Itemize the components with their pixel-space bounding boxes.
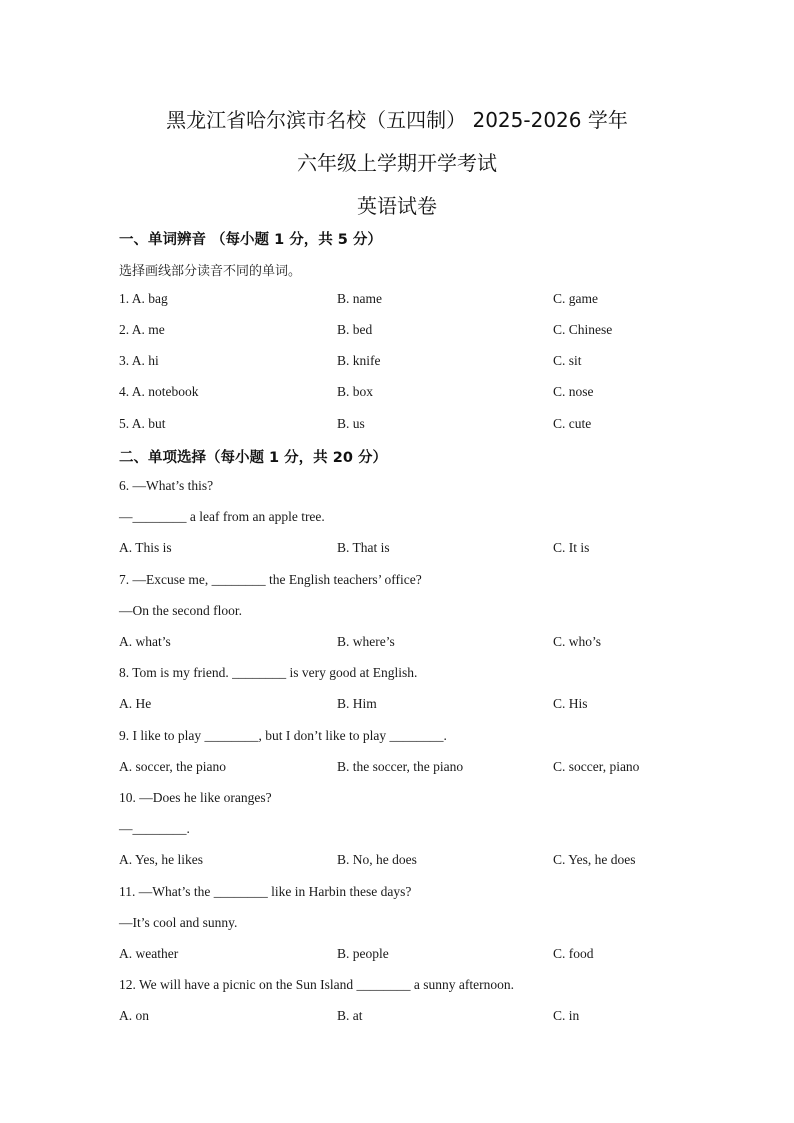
q7-option-b: B. where’s	[337, 634, 395, 649]
q7-option-c: C. who’s	[553, 634, 602, 649]
q8-stem: 8. Tom is my friend. ________ is very good at English.	[119, 665, 418, 680]
q10-option-c: C. Yes, he does	[553, 852, 636, 867]
q4-option-a: 4. A. notebook	[119, 384, 199, 399]
q2-option-b: B. bed	[337, 322, 373, 337]
q10-option-a: A. Yes, he likes	[119, 852, 204, 867]
q9-option-b: B. the soccer, the piano	[337, 759, 464, 774]
q3-option-c: C. sit	[553, 353, 582, 368]
q9-option-a: A. soccer, the piano	[119, 759, 227, 774]
q4-option-b: B. box	[337, 384, 374, 399]
q5-option-c: C. cute	[553, 416, 592, 431]
q11-stem: 11. —What’s the ________ like in Harbin these days?	[119, 884, 412, 899]
q9-stem: 9. I like to play ________, but I don’t like to play ________.	[119, 728, 447, 743]
q4-option-c: C. nose	[553, 384, 594, 399]
q7-stem: 7. —Excuse me, ________ the English teachers’ office?	[119, 572, 422, 587]
q6-option-a: A. This is	[119, 540, 172, 555]
q12-option-a: A. on	[119, 1008, 149, 1023]
section1-heading: 一、单词辨音 （每小题 1 分，共 5 分）	[119, 232, 382, 248]
q7-option-a: A. what’s	[119, 634, 171, 649]
q10-stem: 10. —Does he like oranges?	[119, 790, 272, 805]
q3-option-b: B. knife	[337, 353, 381, 368]
q11-response: —It’s cool and sunny.	[119, 915, 238, 930]
q6-response: —________ a leaf from an apple tree.	[119, 509, 325, 524]
q8-option-a: A. He	[119, 696, 152, 711]
section2-heading: 二、单项选择（每小题 1 分，共 20 分）	[119, 450, 387, 466]
q7-response: —On the second floor.	[119, 603, 242, 618]
q12-option-c: C. in	[553, 1008, 580, 1023]
q12-stem: 12. We will have a picnic on the Sun Island ________ a sunny afternoon.	[119, 977, 514, 992]
q11-option-a: A. weather	[119, 946, 179, 961]
q11-option-b: B. people	[337, 946, 389, 961]
q5-option-a: 5. A. but	[119, 416, 166, 431]
q2-option-c: C. Chinese	[553, 322, 613, 337]
q9-option-c: C. soccer, piano	[553, 759, 640, 774]
q2-option-a: 2. A. me	[119, 322, 165, 337]
exam-title-line3: 英语试卷	[357, 194, 437, 218]
q6-option-b: B. That is	[337, 540, 390, 555]
q11-option-c: C. food	[553, 946, 594, 961]
q5-option-b: B. us	[337, 416, 365, 431]
q6-stem: 6. —What’s this?	[119, 478, 214, 493]
section1-instruction: 选择画线部分读音不同的单词。	[119, 264, 302, 279]
q10-option-b: B. No, he does	[337, 852, 417, 867]
exam-title-line2: 六年级上学期开学考试	[297, 151, 497, 175]
q12-option-b: B. at	[337, 1008, 363, 1023]
q1-option-a: 1. A. bag	[119, 291, 168, 306]
q10-response: —________.	[119, 821, 190, 836]
q8-option-b: B. Him	[337, 696, 377, 711]
q1-option-b: B. name	[337, 291, 382, 306]
q8-option-c: C. His	[553, 696, 588, 711]
q1-option-c: C. game	[553, 291, 598, 306]
q6-option-c: C. It is	[553, 540, 590, 555]
q3-option-a: 3. A. hi	[119, 353, 159, 368]
exam-title-line1: 黑龙江省哈尔滨市名校（五四制） 2025-2026 学年	[166, 108, 628, 132]
